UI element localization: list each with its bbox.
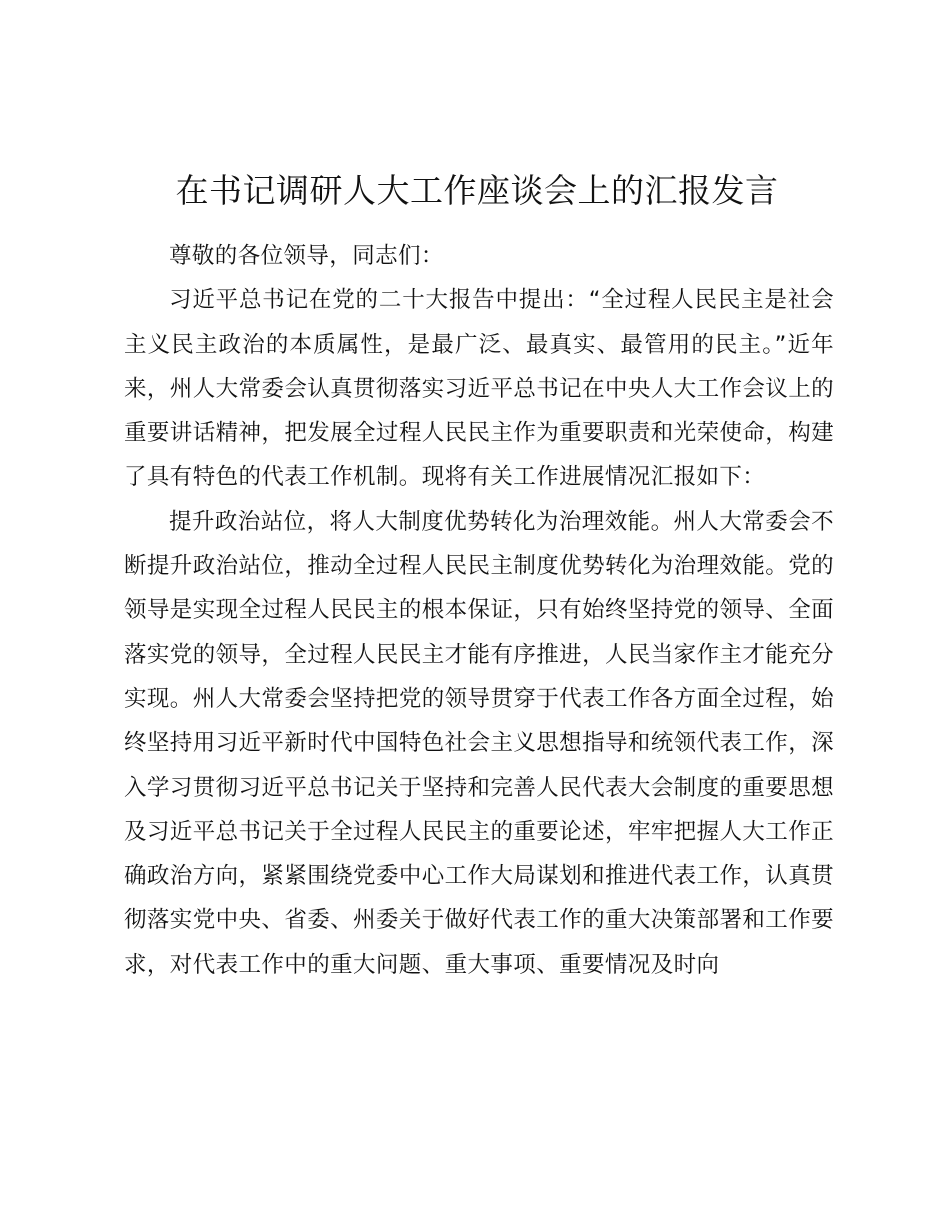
- paragraph-intro: 习近平总书记在党的二十大报告中提出：“全过程人民民主是社会主义民主政治的本质属性，是最广泛、最真实、最管用的民主。”近年来，州人大常委会认真贯彻落实习近平总书记在中央人大工作会议上的重要讲话精神，把发展全过程人民民主作为重要职责和光荣使命，构建了具有特色的代表工作机制。现将有关工作进展情况汇报如下：: [124, 287, 834, 491]
- paragraph-political-stance: 提升政治站位，将人大制度优势转化为治理效能。州人大常委会不断提升政治站位，推动全过程人民民主制度优势转化为治理效能。党的领导是实现全过程人民民主的根本保证，只有始终坚持党的领导、全面落实党的领导，全过程人民民主才能有序推进，人民当家作主才能充分实现。州人大常委会坚持把党的领导贯穿于代表工作各方面全过程，始终坚持用习近平新时代中国特色社会主义思想指导和统领代表工作，深入学习贯彻习近平总书记关于坚持和完善人民代表大会制度的重要思想及习近平总书记关于全过程人民民主的重要论述，牢牢把握人大工作正确政治方向，紧紧围绕党委中心工作大局谋划和推进代表工作，认真贯彻落实党中央、省委、州委关于做好代表工作的重大决策部署和工作要求，对代表工作中的重大问题、重大事项、重要情况及时向: [124, 508, 834, 978]
- document-body: [124, 234, 834, 987]
- document-title: 在书记调研人大工作座谈会上的汇报发言: [175, 171, 779, 210]
- salutation: 尊敬的各位领导，同志们：: [169, 243, 444, 269]
